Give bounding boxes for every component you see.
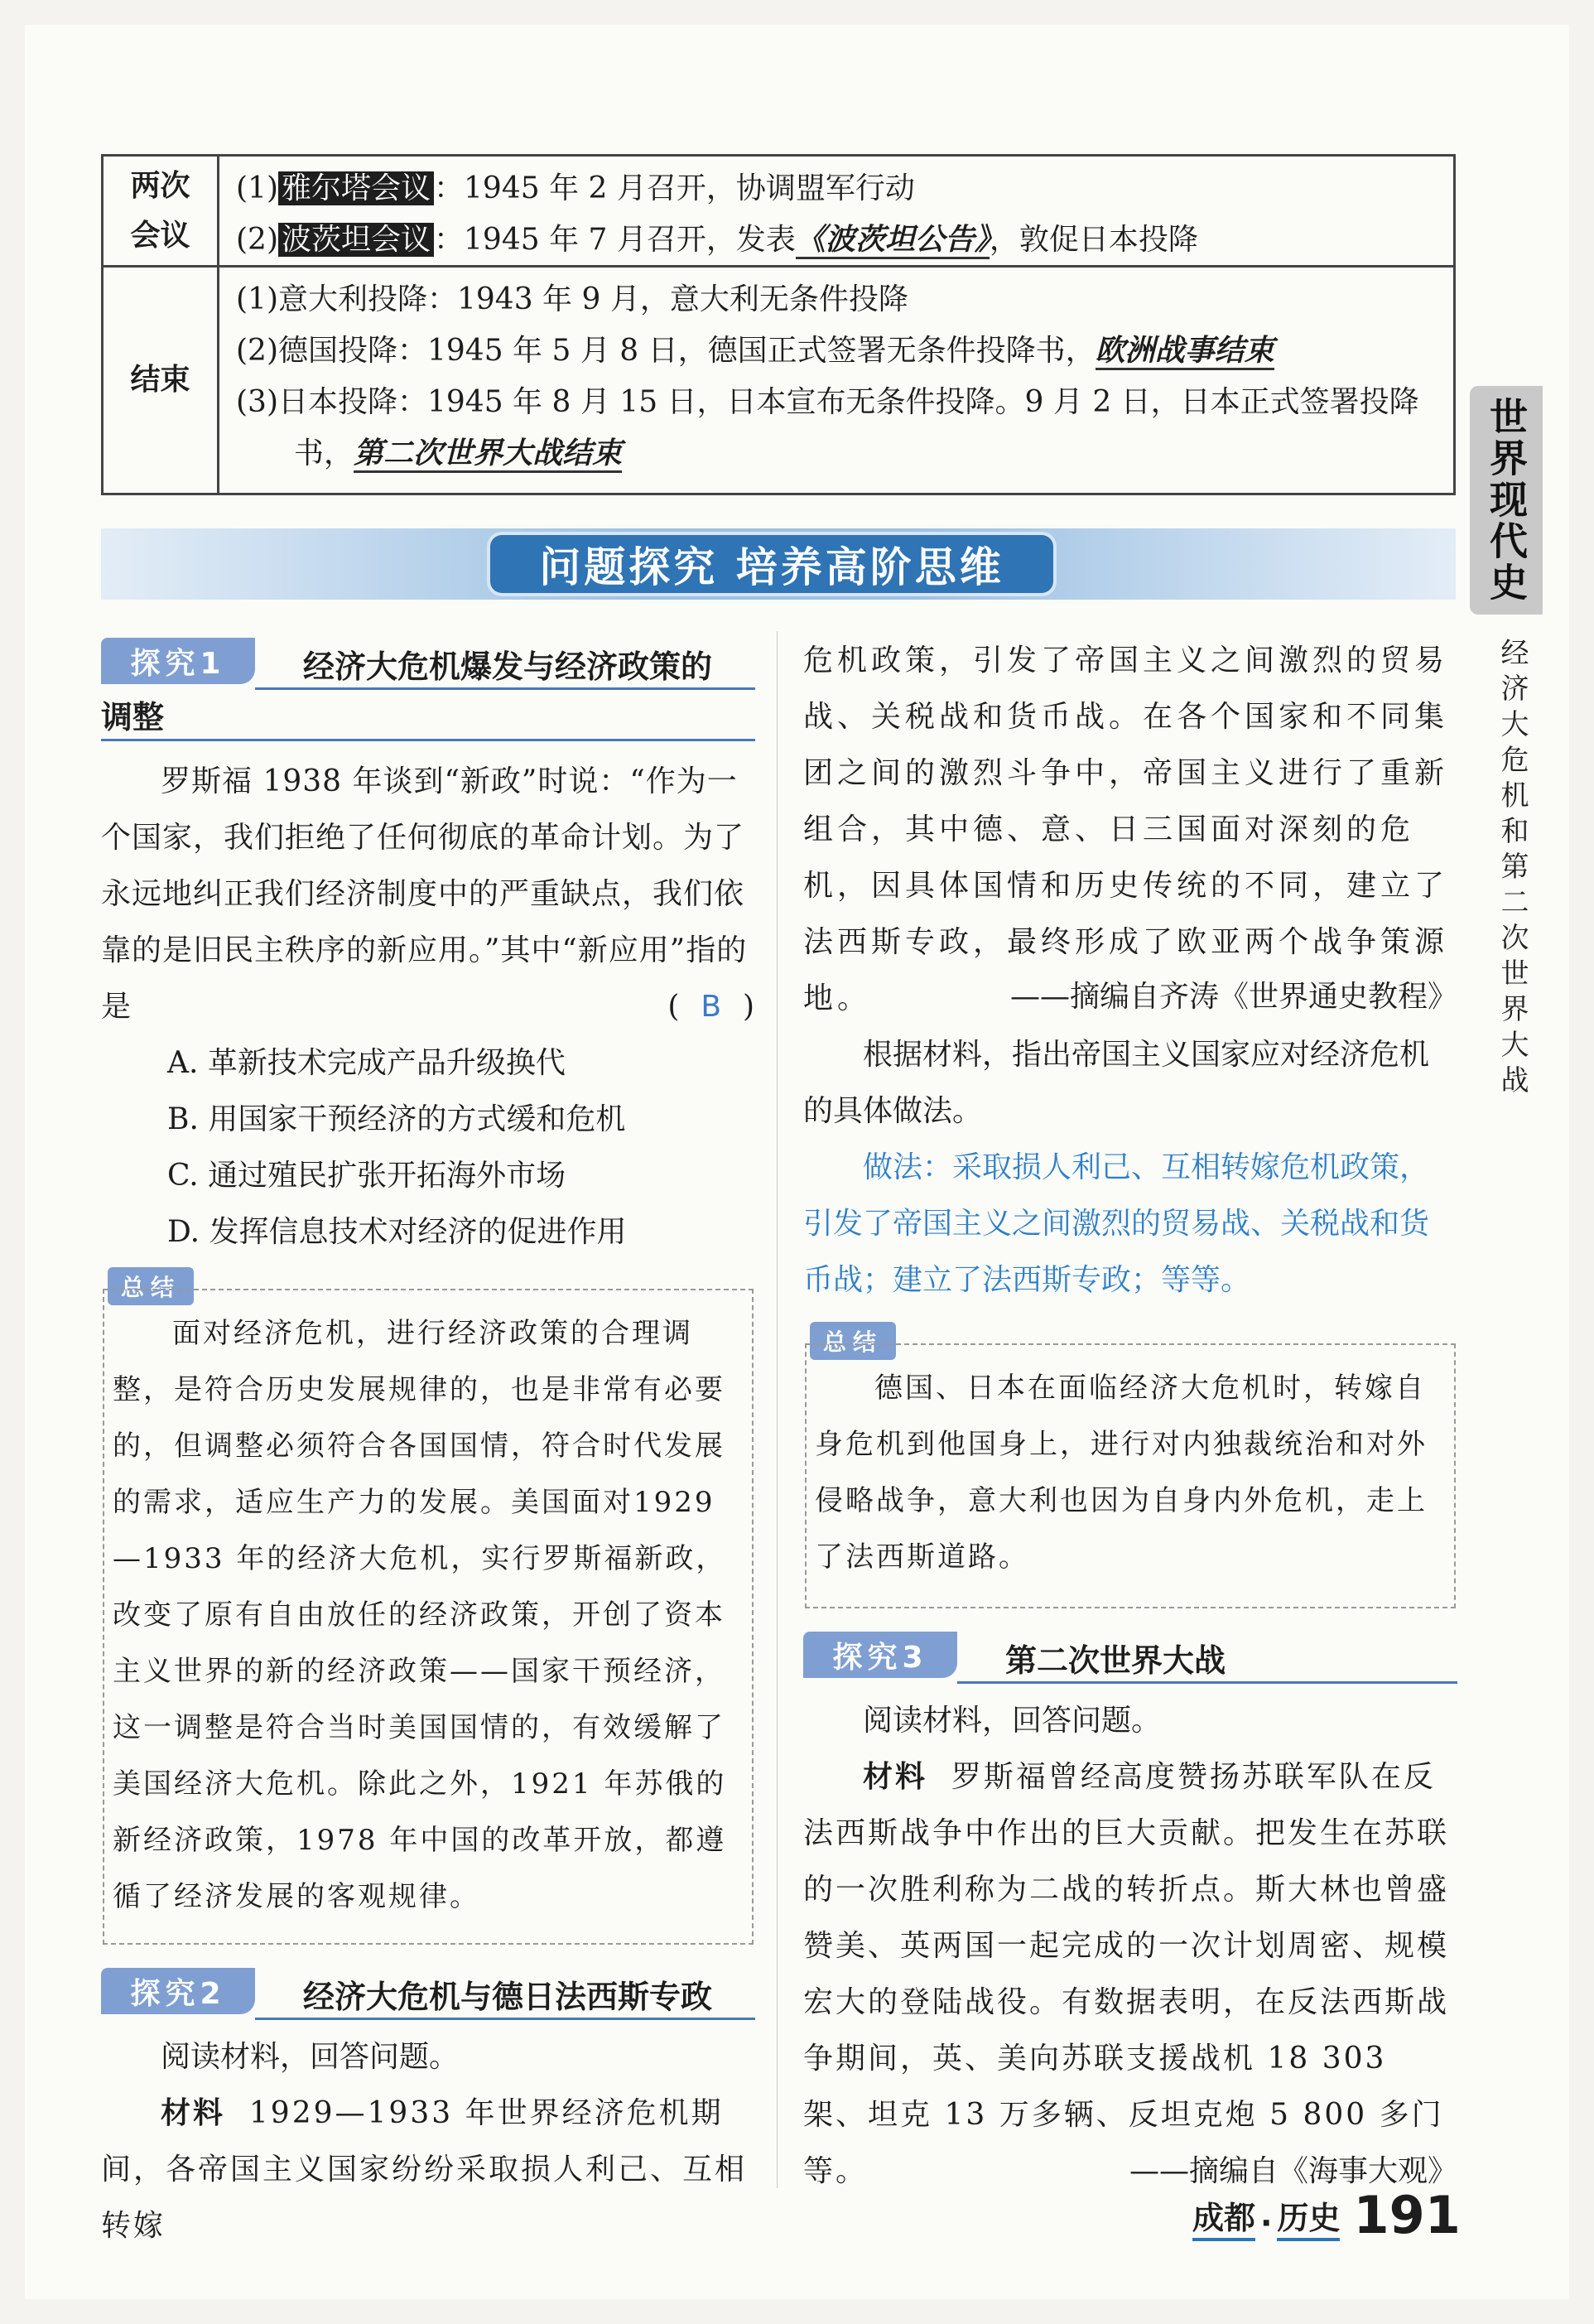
explore-2-heading bbox=[101, 1968, 755, 2018]
table-row-conferences bbox=[104, 157, 1453, 268]
title-underline bbox=[957, 1681, 1457, 1684]
material-left: 材料 1929—1933 年世界经济危机期间，各帝国主义国家纷纷采取损人利己、互相转嫁 bbox=[101, 2096, 748, 2243]
row-body-conferences bbox=[219, 157, 1453, 265]
summary-box: 德国、日本在面临经济大危机时，转嫁自身危机到他国身上，进行对内独裁统治和对外侵略战争，意大利也因为自身内外危机，走上了法西斯道路。 bbox=[805, 1343, 1456, 1608]
end-item: 书，第二次世界大战结束 bbox=[236, 428, 1453, 480]
summary-tag: 总结 bbox=[108, 1267, 194, 1305]
handwritten-note: 《波茨坦公告》 bbox=[796, 223, 990, 259]
answer-choice: B bbox=[701, 990, 723, 1024]
footer-city: 成都 bbox=[1192, 2192, 1255, 2241]
title-underline bbox=[255, 687, 755, 690]
material-right: 危机政策，引发了帝国主义之间激烈的贸易战、关税战和货币战。在各个国家和不同集团之间的激烈斗争中，帝国主义进行了重新组合，其中德、意、日三国面对深刻的危机，因具体国情和历史传统的不同，建立了法西斯专政，最终形成了欧亚两个战争策源地。 bbox=[803, 644, 1449, 1015]
handwritten-note: 第二次世界大战结束 bbox=[354, 436, 622, 473]
explore-3-heading bbox=[803, 1632, 1457, 1681]
explore-title: 经济大危机爆发与经济政策的 bbox=[303, 649, 713, 685]
options-list bbox=[101, 1035, 755, 1261]
explore-tag: 探究1 bbox=[101, 638, 255, 684]
explore-intro: 阅读材料，回答问题。 bbox=[863, 1704, 1162, 1738]
title-underline bbox=[255, 2018, 755, 2020]
explore-title: 经济大危机与德日法西斯专政 bbox=[303, 1979, 713, 2015]
option-a: A. 革新技术完成产品升级换代 bbox=[167, 1046, 566, 1080]
explore-tag: 探究2 bbox=[101, 1968, 255, 2014]
explore-1-heading bbox=[101, 638, 755, 687]
end-item: (1)意大利投降：1943 年 9 月，意大利无条件投降 bbox=[236, 282, 908, 316]
explore-title: 第二次世界大战 bbox=[1005, 1642, 1226, 1679]
footer-dot: · bbox=[1260, 2205, 1273, 2241]
question-stem: 罗斯福 1938 年谈到“新政”时说：“作为一个国家，我们拒绝了任何彻底的革命计划。为了永远地纠正我们经济制度中的严重缺点，我们依靠的是旧民主秩序的新应用。”其中“新应用”指的是 ( B ) bbox=[101, 764, 755, 1024]
row-body-end bbox=[219, 268, 1453, 493]
material-source: ——摘编自《海事大观》 bbox=[1129, 2154, 1457, 2188]
highlight-term: 波茨坦会议 bbox=[278, 223, 434, 257]
conference-yalta: (1) 雅尔塔会议 ：1945 年 2 月召开，协调盟军行动 bbox=[236, 171, 915, 205]
page-number: 191 bbox=[1353, 2185, 1461, 2245]
answer-text: 做法：采取损人利己、互相转嫁危机政策，引发了帝国主义之间激烈的贸易战、关税战和货币战；建立了法西斯专政；等等。 bbox=[803, 1150, 1430, 1297]
title-underline bbox=[101, 739, 755, 741]
explore-tag: 探究3 bbox=[803, 1632, 957, 1678]
explore-intro: 阅读材料，回答问题。 bbox=[161, 2040, 460, 2074]
option-b: B. 用国家干预经济的方式缓和危机 bbox=[167, 1102, 626, 1136]
summary-table bbox=[101, 154, 1456, 495]
chapter-tab: 世界现代史 bbox=[1470, 386, 1543, 615]
conference-potsdam: (2) 波茨坦会议 ：1945 年 7 月召开，发表《波茨坦公告》，敦促日本投降 bbox=[236, 215, 1453, 266]
summary-box: 面对经济危机，进行经济政策的合理调整，是符合历史发展规律的，也是非常有必要的，但调整必须符合各国国情，符合时代发展的需求，适应生产力的发展。美国面对1929—1933 年的经济大危机，实行罗斯福新政，改变了原有自由放任的经济政策，开创了资本主义世界的新的经济政策——国家干预经济，这一调整是符合当时美国国情的，有效缓解了美国经济大危机。除此之外，1921 年苏俄的新经济政策，1978 年中国的改革开放，都遵循了经济发展的客观规律。 bbox=[103, 1289, 754, 1945]
end-item: (3)日本投降：1945 年 8 月 15 日，日本宣布无条件投降。9 月 2 日，日本正式签署投降 bbox=[236, 385, 1419, 419]
question-text: 根据材料，指出帝国主义国家应对经济危机的具体做法。 bbox=[803, 1038, 1430, 1128]
material-source: ——摘编自齐涛《世界通史教程》 bbox=[1009, 980, 1457, 1014]
explore-title-continued: 调整 bbox=[101, 699, 165, 735]
chapter-subtitle: 经济大危机和第二次世界大战 bbox=[1495, 638, 1529, 1101]
footer-subject: 历史 bbox=[1277, 2192, 1340, 2241]
highlight-term: 雅尔塔会议 bbox=[278, 171, 434, 205]
summary-tag: 总结 bbox=[810, 1322, 896, 1360]
row-head-conferences: 两次 会议 bbox=[104, 157, 219, 265]
handwritten-note: 欧洲战事结束 bbox=[1096, 334, 1274, 370]
page-footer bbox=[1192, 2185, 1461, 2245]
end-item: (2)德国投降：1945 年 5 月 8 日，德国正式签署无条件投降书，欧洲战事结束 bbox=[236, 325, 1453, 377]
option-d: D. 发挥信息技术对经济的促进作用 bbox=[167, 1215, 627, 1249]
table-row-end bbox=[104, 268, 1453, 493]
material-text: 材料 罗斯福曾经高度赞扬苏联军队在反法西斯战争中作出的巨大贡献。把发生在苏联的一次胜利称为二战的转折点。斯大林也曾盛赞美、英两国一起完成的一次计划周密、规模宏大的登陆战役。有数据表明，在反法西斯战争期间，英、美向苏联支援战机 18 303 架、坦克 13 万多辆、反坦克炮 5 800 多门等。 bbox=[803, 1760, 1450, 2188]
option-c: C. 通过殖民扩张开拓海外市场 bbox=[167, 1159, 566, 1193]
section-banner-title: 问题探究 培养高阶思维 bbox=[490, 535, 1053, 593]
row-head-end: 结束 bbox=[104, 268, 219, 493]
column-divider bbox=[777, 631, 778, 2188]
